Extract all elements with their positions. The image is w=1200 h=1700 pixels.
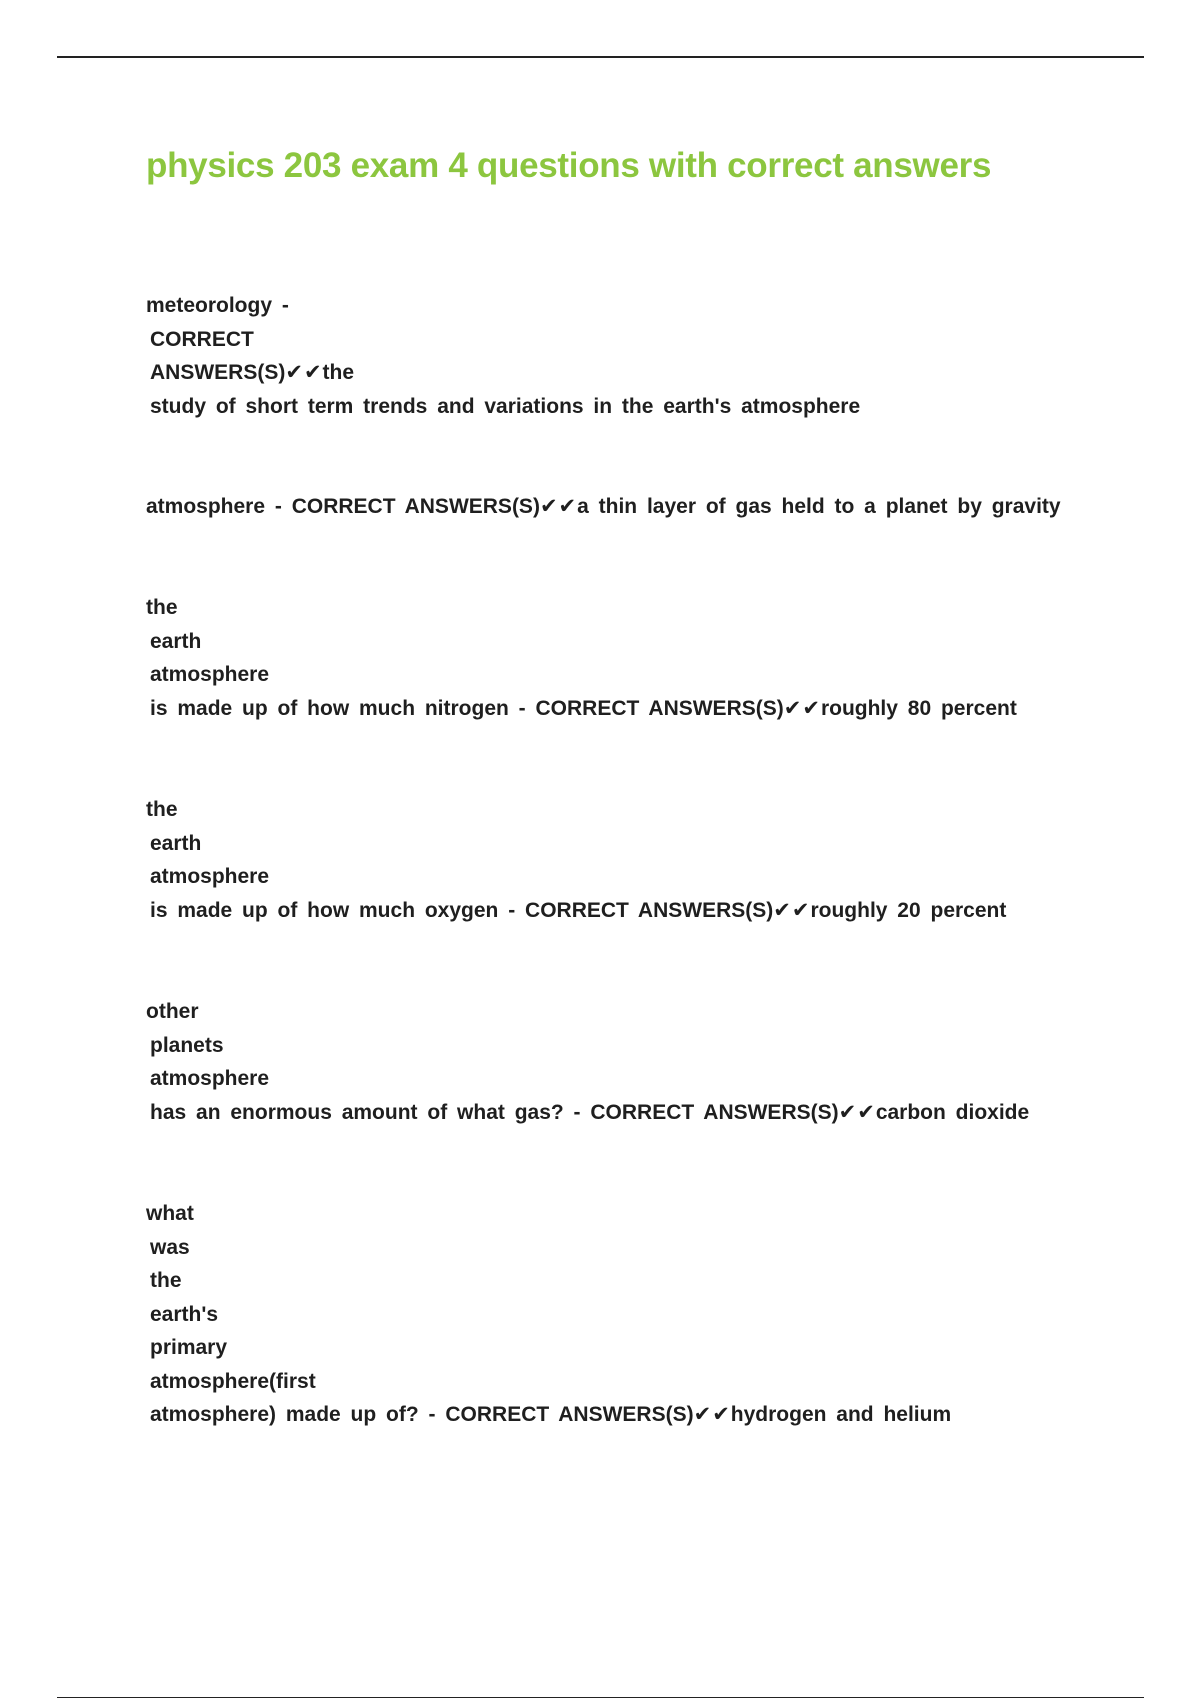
separator: -	[418, 1403, 446, 1426]
question-line: was	[150, 1235, 190, 1259]
separator: -	[508, 696, 536, 720]
separator: -	[563, 1100, 591, 1124]
answer-label: CORRECT ANSWERS(S)	[590, 1100, 839, 1124]
bottom-rule	[57, 1697, 1144, 1698]
question-text: is made up of how much oxygen	[150, 898, 499, 922]
answer-label: CORRECT ANSWERS(S)	[445, 1403, 694, 1426]
question-line: primary	[150, 1336, 228, 1359]
question-line: atmosphere(first	[150, 1369, 316, 1393]
question-line: the	[146, 798, 178, 821]
qa-item-meteorology	[146, 289, 860, 423]
double-check-icon: ✔✔	[773, 898, 811, 922]
answer-text: roughly 20 percent	[810, 898, 1007, 922]
question-text: atmosphere) made up of?	[150, 1403, 419, 1426]
answer-text: roughly 80 percent	[820, 696, 1017, 720]
answer-label: CORRECT ANSWERS(S)	[525, 898, 774, 922]
question-line: what	[146, 1202, 194, 1225]
answer-text-line: study of short term trends and variations in the earth's atmosphere	[150, 394, 861, 418]
answer-label: CORRECT ANSWERS(S)	[291, 495, 540, 518]
question-text: has an enormous amount of what gas?	[150, 1100, 564, 1124]
qa-line	[146, 894, 1006, 928]
question-line: atmosphere	[150, 663, 270, 686]
qa-item-oxygen	[146, 793, 1006, 927]
question-line: the	[146, 596, 178, 619]
question-line: atmosphere	[150, 865, 270, 888]
qa-line	[146, 1398, 951, 1432]
qa-item-primary-atmosphere	[146, 1197, 951, 1432]
answer-label: ANSWERS(S)	[150, 361, 286, 384]
answer-text: carbon dioxide	[875, 1100, 1030, 1124]
double-check-icon: ✔✔	[539, 495, 578, 518]
double-check-icon: ✔✔	[838, 1100, 876, 1124]
double-check-icon: ✔✔	[783, 696, 821, 720]
separator: -	[272, 294, 289, 317]
question-line: the	[150, 1269, 182, 1292]
question-text: meteorology	[146, 294, 273, 317]
page-title: physics 203 exam 4 questions with correct answers	[146, 146, 992, 185]
qa-item-nitrogen	[146, 591, 1017, 725]
question-line: earth's	[150, 1302, 219, 1326]
question-line: other	[146, 1000, 199, 1023]
answer-label-line	[146, 356, 860, 390]
double-check-icon: ✔✔	[285, 361, 323, 384]
qa-line	[146, 692, 1017, 726]
question-line: earth	[150, 831, 202, 855]
answer-label-line: CORRECT	[150, 327, 254, 351]
question-text: atmosphere	[146, 495, 266, 518]
question-line: earth	[150, 629, 202, 653]
qa-item-carbon-dioxide	[146, 995, 1029, 1129]
question-text: is made up of how much nitrogen	[150, 696, 509, 720]
answer-label: CORRECT ANSWERS(S)	[535, 696, 784, 720]
separator: -	[265, 495, 292, 518]
top-rule	[57, 56, 1144, 58]
question-line	[146, 289, 860, 323]
double-check-icon: ✔✔	[693, 1403, 731, 1426]
question-line: planets	[150, 1033, 224, 1057]
question-line: atmosphere	[150, 1067, 270, 1090]
answer-text: a thin layer of gas held to a planet by gravity	[577, 495, 1061, 518]
qa-item-atmosphere	[146, 490, 1061, 524]
qa-line	[146, 1096, 1029, 1130]
separator: -	[498, 898, 526, 922]
answer-text: hydrogen and helium	[730, 1403, 952, 1426]
qa-line	[146, 490, 1061, 524]
answer-text: the	[322, 361, 355, 384]
